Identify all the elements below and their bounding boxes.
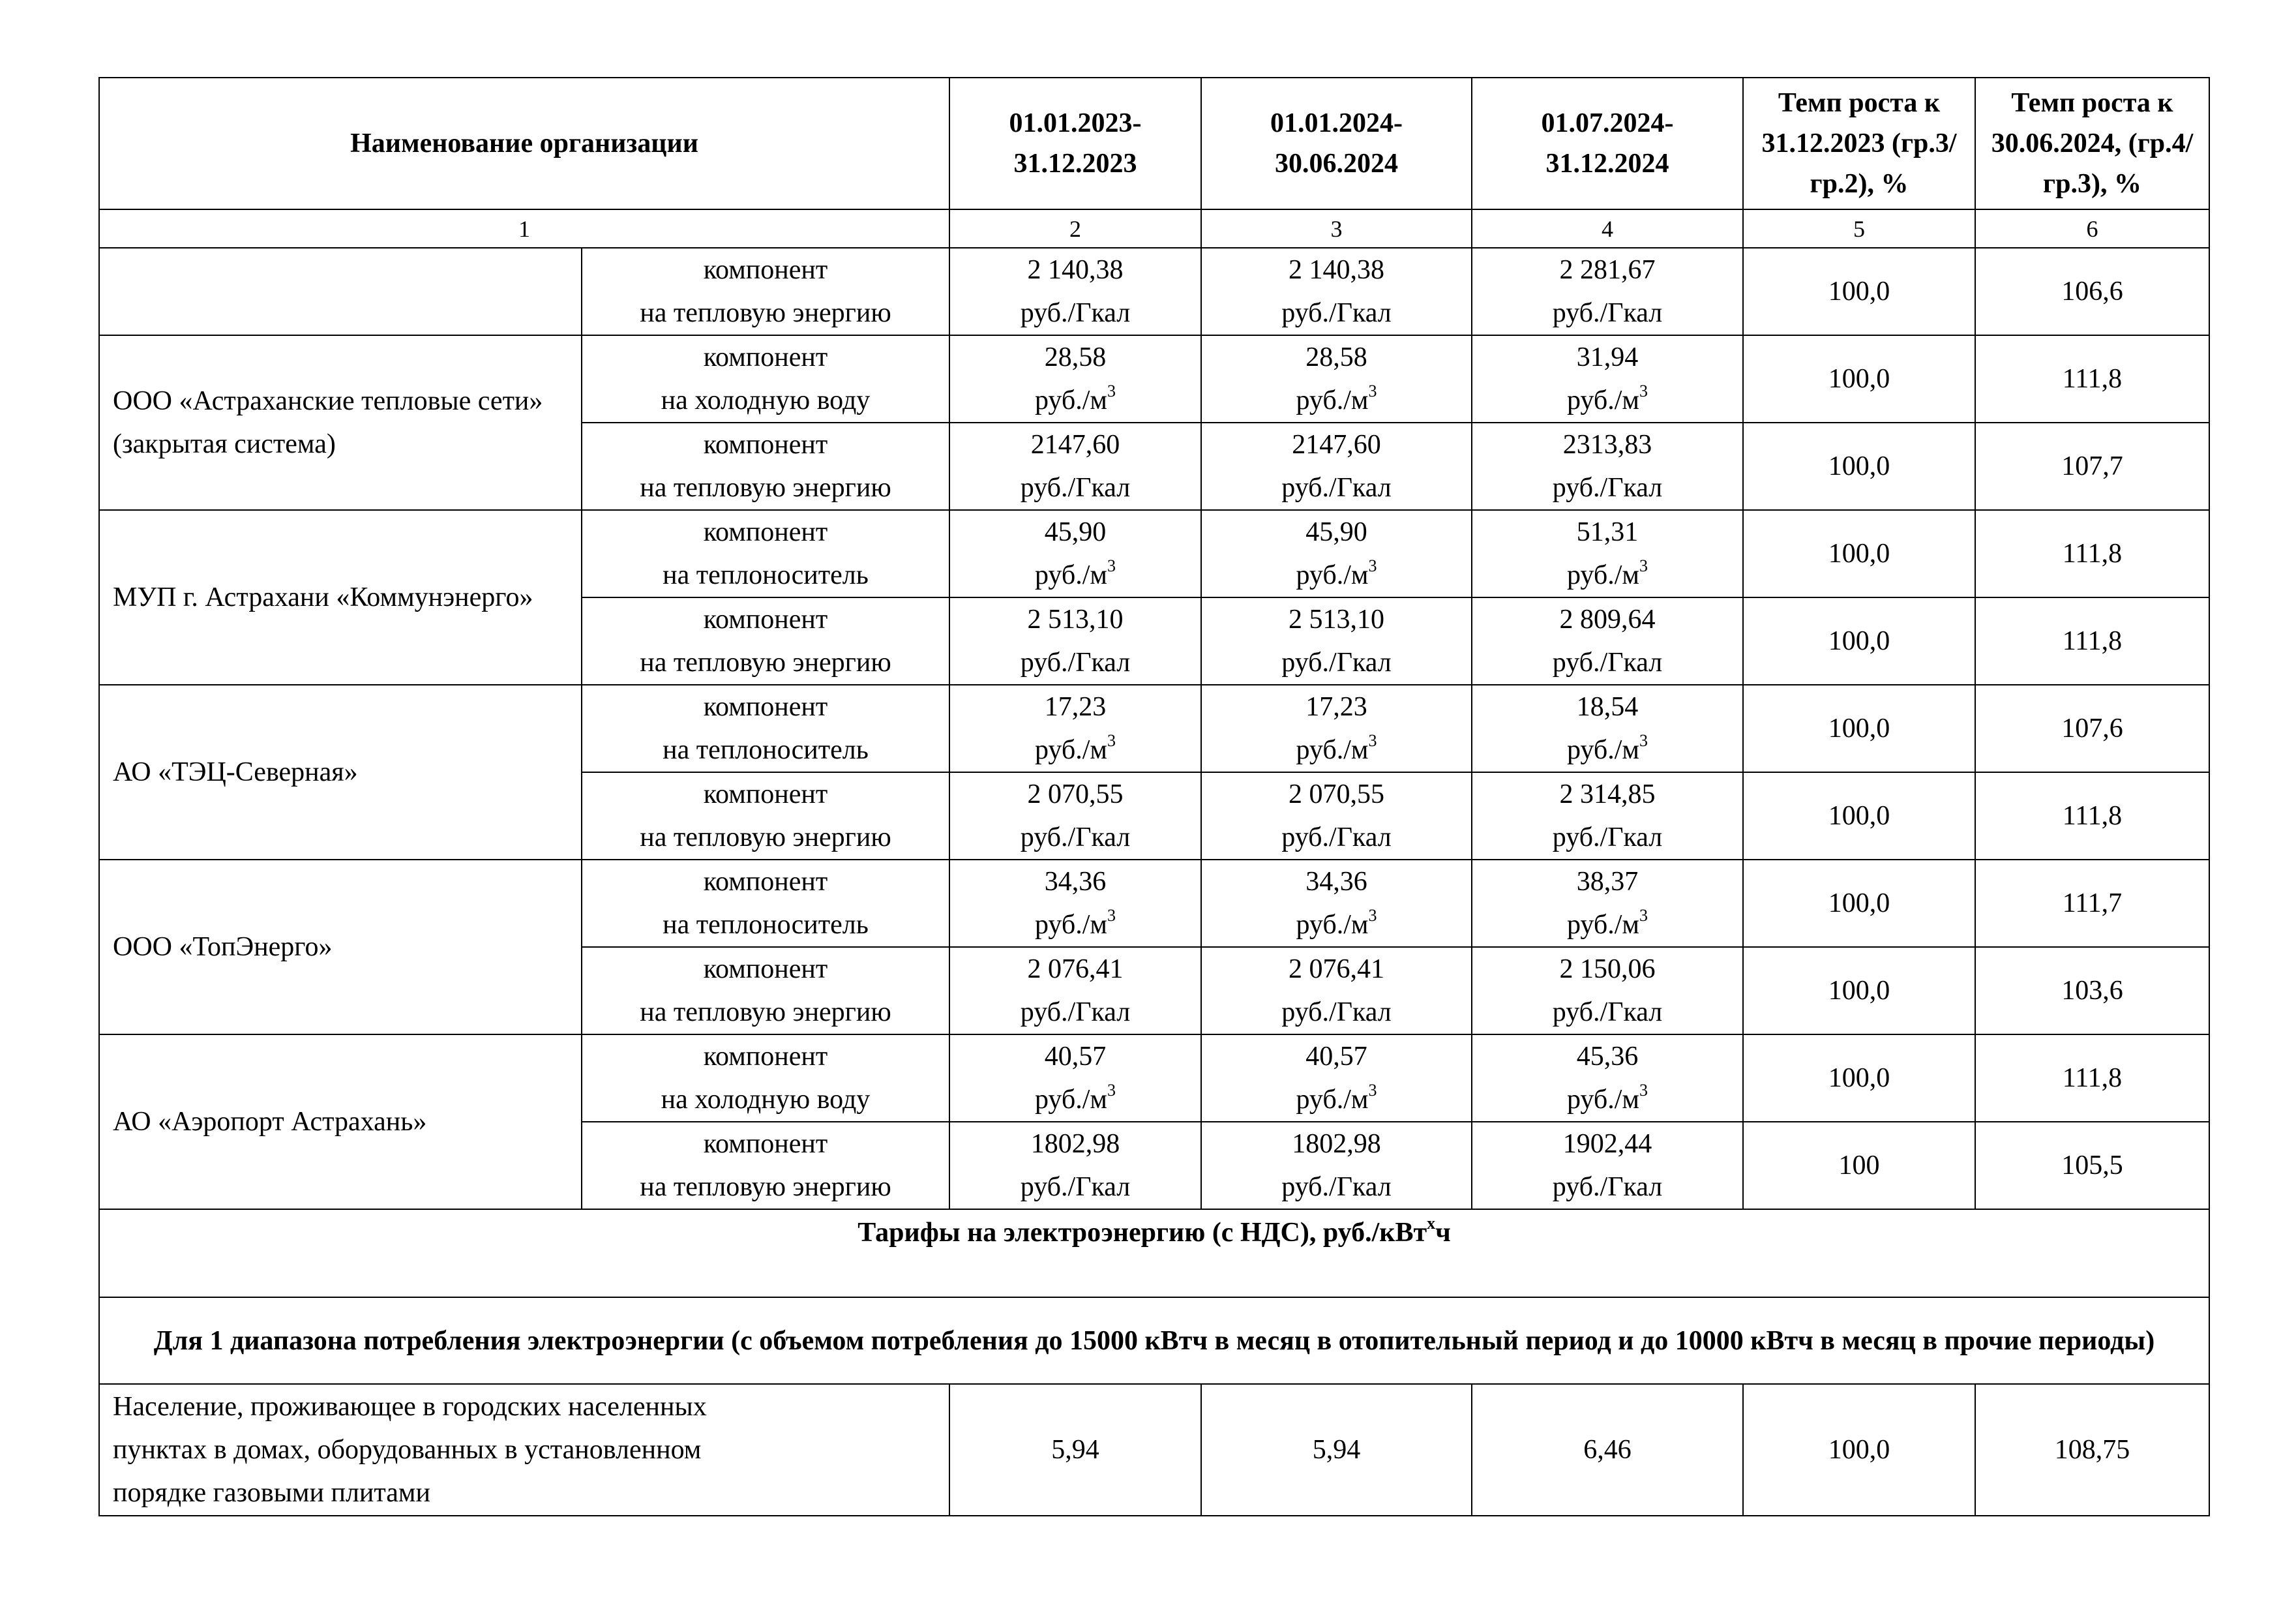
value: 2 076,41 xyxy=(1027,954,1124,984)
organization-name: ООО «Астраханские тепловые сети» (закрытая система) xyxy=(99,335,582,510)
tariff-row xyxy=(99,248,2209,335)
organization-name: ООО «ТопЭнерго» xyxy=(99,860,582,1034)
population-name-line: пунктах в домах, оборудованных в установленном xyxy=(113,1435,702,1465)
unit: руб./Гкал xyxy=(1281,1172,1392,1202)
value-2024-h2 xyxy=(1472,1034,1743,1122)
unit: $руб./м^3$ xyxy=(1566,1081,1648,1115)
unit: $руб./м^3$ xyxy=(1296,731,1377,765)
growth-2: 107,7 xyxy=(1975,423,2209,510)
value: 18,54 xyxy=(1576,692,1639,722)
component-line: компонент xyxy=(703,1129,828,1159)
growth-1: 100 xyxy=(1743,1122,1975,1209)
value-2024-h2 xyxy=(1472,248,1743,335)
value-2024-h1: 5,94 xyxy=(1201,1384,1472,1516)
unit: $руб./м^3$ xyxy=(1566,382,1648,415)
component-line: на холодную воду xyxy=(661,385,871,415)
value: 2 314,85 xyxy=(1559,779,1656,809)
component-name xyxy=(582,335,949,423)
value: 34,36 xyxy=(1305,867,1367,897)
unit: руб./Гкал xyxy=(1552,648,1663,678)
unit: руб./Гкал xyxy=(1552,822,1663,852)
column-numbers-row xyxy=(99,209,2209,248)
value: 2 076,41 xyxy=(1289,954,1384,984)
component-line: на тепловую энергию xyxy=(640,473,891,503)
unit-superscript: 3 xyxy=(1368,556,1377,575)
unit: $руб./м^3$ xyxy=(1034,731,1116,765)
unit: $руб./м^3$ xyxy=(1566,556,1648,590)
value: 1902,44 xyxy=(1562,1129,1652,1159)
component-line: на тепловую энергию xyxy=(640,997,891,1027)
value-2024-h1 xyxy=(1201,1122,1472,1209)
growth-2: 111,8 xyxy=(1975,335,2209,423)
value-2023 xyxy=(949,772,1201,860)
unit-superscript: 3 xyxy=(1639,1081,1648,1100)
unit: руб./Гкал xyxy=(1281,298,1392,328)
value: 2 140,38 xyxy=(1027,255,1124,285)
unit: $руб./м^3$ xyxy=(1034,1081,1116,1115)
tariff-row xyxy=(99,335,2209,423)
header-period-2023: 01.01.2023- 31.12.2023 xyxy=(949,78,1201,209)
component-name xyxy=(582,685,949,772)
growth-2: 111,7 xyxy=(1975,860,2209,947)
unit: руб./Гкал xyxy=(1552,473,1663,503)
section-electricity-title: Тарифы на электроэнергию (с НДС), руб./кВт$^х$ч xyxy=(99,1209,2209,1297)
value: 17,23 xyxy=(1044,692,1107,722)
value: 1802,98 xyxy=(1292,1129,1381,1159)
value: 2 070,55 xyxy=(1289,779,1384,809)
organization-name: АО «ТЭЦ-Северная» xyxy=(99,685,582,860)
unit: руб./Гкал xyxy=(1281,822,1392,852)
value-2024-h1 xyxy=(1201,947,1472,1034)
unit-superscript: 3 xyxy=(1639,382,1648,400)
value-2024-h1 xyxy=(1201,685,1472,772)
value-2024-h2 xyxy=(1472,772,1743,860)
value-2023 xyxy=(949,423,1201,510)
unit: $руб./м^3$ xyxy=(1296,382,1377,415)
component-name xyxy=(582,947,949,1034)
value-2024-h2 xyxy=(1472,597,1743,685)
value-2024-h1 xyxy=(1201,1034,1472,1122)
value-2024-h2: 6,46 xyxy=(1472,1384,1743,1516)
value-2023: 5,94 xyxy=(949,1384,1201,1516)
col-number: 2 xyxy=(949,209,1201,248)
component-line: компонент xyxy=(703,342,828,372)
unit: руб./Гкал xyxy=(1020,648,1131,678)
component-line: компонент xyxy=(703,954,828,984)
growth-1: 100,0 xyxy=(1743,1034,1975,1122)
tariff-row xyxy=(99,1034,2209,1122)
value: 40,57 xyxy=(1044,1042,1107,1072)
value-2024-h2 xyxy=(1472,685,1743,772)
growth-1: 100,0 xyxy=(1743,947,1975,1034)
component-name xyxy=(582,772,949,860)
value: 51,31 xyxy=(1576,517,1639,547)
population-name xyxy=(99,1384,949,1516)
value: 34,36 xyxy=(1044,867,1107,897)
section-range-title: Для 1 диапазона потребления электроэнергии (с объемом потребления до 15000 кВтч в месяц в отопительный период и до 10000 кВтч в месяц в прочие периоды) xyxy=(99,1297,2209,1384)
component-line: компонент xyxy=(703,692,828,722)
population-name-line: Население, проживающее в городских населенных xyxy=(113,1392,707,1422)
unit-superscript: 3 xyxy=(1639,731,1648,750)
value: 45,90 xyxy=(1044,517,1107,547)
component-line: компонент xyxy=(703,1042,828,1072)
growth-1: 100,0 xyxy=(1743,423,1975,510)
unit-superscript: 3 xyxy=(1107,906,1116,925)
unit: $руб./м^3$ xyxy=(1296,1081,1377,1115)
unit: руб./Гкал xyxy=(1020,997,1131,1027)
value: 38,37 xyxy=(1576,867,1639,897)
value-2024-h1 xyxy=(1201,510,1472,597)
growth-1: 100,0 xyxy=(1743,335,1975,423)
value-2024-h1 xyxy=(1201,335,1472,423)
growth-1: 100,0 xyxy=(1743,772,1975,860)
value: 28,58 xyxy=(1305,342,1367,372)
value: 2 150,06 xyxy=(1559,954,1656,984)
col-number: 1 xyxy=(99,209,949,248)
population-name-line: порядке газовыми плитами xyxy=(113,1478,430,1508)
growth-2: 106,6 xyxy=(1975,248,2209,335)
growth-1: 100,0 xyxy=(1743,248,1975,335)
unit: $руб./м^3$ xyxy=(1034,382,1116,415)
component-line: компонент xyxy=(703,517,828,547)
organization-name: АО «Аэропорт Астрахань» xyxy=(99,1034,582,1209)
component-line: компонент xyxy=(703,867,828,897)
growth-2: 111,8 xyxy=(1975,510,2209,597)
component-name xyxy=(582,510,949,597)
value-2024-h2 xyxy=(1472,1122,1743,1209)
component-line: на тепловую энергию xyxy=(640,822,891,852)
component-line: компонент xyxy=(703,605,828,635)
unit-superscript: 3 xyxy=(1368,1081,1377,1100)
col-number: 6 xyxy=(1975,209,2209,248)
header-period-2024-h2: 01.07.2024- 31.12.2024 xyxy=(1472,78,1743,209)
unit-superscript: 3 xyxy=(1368,906,1377,925)
value: 2 070,55 xyxy=(1027,779,1124,809)
component-line: на теплоноситель xyxy=(663,560,869,590)
component-line: на холодную воду xyxy=(661,1085,871,1115)
value: 1802,98 xyxy=(1030,1129,1120,1159)
component-name xyxy=(582,860,949,947)
header-growth-1: Темп роста к 31.12.2023 (гр.3/гр.2), % xyxy=(1743,78,1975,209)
growth-1: 100,0 xyxy=(1743,510,1975,597)
value: 40,57 xyxy=(1305,1042,1367,1072)
value-2023 xyxy=(949,1034,1201,1122)
growth-2: 111,8 xyxy=(1975,1034,2209,1122)
value-2024-h1 xyxy=(1201,423,1472,510)
value: 2 513,10 xyxy=(1289,605,1384,635)
component-name xyxy=(582,1034,949,1122)
value-2023 xyxy=(949,860,1201,947)
value-2023 xyxy=(949,1122,1201,1209)
unit: руб./Гкал xyxy=(1281,473,1392,503)
unit: $руб./м^3$ xyxy=(1566,906,1648,940)
header-growth-2: Темп роста к 30.06.2024, (гр.4/гр.3), % xyxy=(1975,78,2209,209)
growth-1: 100,0 xyxy=(1743,597,1975,685)
organization-name: МУП г. Астрахани «Коммунэнерго» xyxy=(99,510,582,685)
value: 2 513,10 xyxy=(1027,605,1124,635)
tariff-row xyxy=(99,860,2209,947)
component-line: на тепловую энергию xyxy=(640,648,891,678)
unit-superscript: 3 xyxy=(1639,906,1648,925)
header-period-2024-h1: 01.01.2024- 30.06.2024 xyxy=(1201,78,1472,209)
growth-1: 100,0 xyxy=(1743,860,1975,947)
unit: руб./Гкал xyxy=(1020,298,1131,328)
unit-superscript: 3 xyxy=(1107,382,1116,400)
value-2024-h2 xyxy=(1472,510,1743,597)
value: 17,23 xyxy=(1305,692,1367,722)
value-2024-h2 xyxy=(1472,423,1743,510)
unit-superscript: 3 xyxy=(1107,1081,1116,1100)
header-org-name: Наименование организации xyxy=(99,78,949,209)
section-range-row xyxy=(99,1297,2209,1384)
unit: руб./Гкал xyxy=(1552,1172,1663,1202)
value: 2 140,38 xyxy=(1289,255,1384,285)
value: 31,94 xyxy=(1576,342,1639,372)
value: 45,36 xyxy=(1576,1042,1639,1072)
title-superscript: х xyxy=(1427,1214,1436,1233)
unit-superscript: 3 xyxy=(1639,556,1648,575)
value-2023 xyxy=(949,597,1201,685)
col-number: 3 xyxy=(1201,209,1472,248)
unit-superscript: 3 xyxy=(1368,382,1377,400)
component-line: компонент xyxy=(703,255,828,285)
unit: руб./Гкал xyxy=(1281,997,1392,1027)
growth-2: 103,6 xyxy=(1975,947,2209,1034)
value-2023 xyxy=(949,335,1201,423)
unit: $руб./м^3$ xyxy=(1034,906,1116,940)
tariff-row xyxy=(99,685,2209,772)
value: 2 809,64 xyxy=(1559,605,1656,635)
value: 2313,83 xyxy=(1562,430,1652,460)
value-2024-h2 xyxy=(1472,947,1743,1034)
component-line: компонент xyxy=(703,430,828,460)
value-2023 xyxy=(949,510,1201,597)
growth-2: 105,5 xyxy=(1975,1122,2209,1209)
unit-superscript: 3 xyxy=(1107,556,1116,575)
component-line: на тепловую энергию xyxy=(640,298,891,328)
unit: руб./Гкал xyxy=(1552,997,1663,1027)
value: 2147,60 xyxy=(1030,430,1120,460)
component-line: компонент xyxy=(703,779,828,809)
tariff-table xyxy=(98,77,2210,1516)
unit: $руб./м^3$ xyxy=(1296,556,1377,590)
value: 2147,60 xyxy=(1292,430,1381,460)
growth-2: 107,6 xyxy=(1975,685,2209,772)
component-name xyxy=(582,248,949,335)
tariff-row xyxy=(99,510,2209,597)
unit-superscript: 3 xyxy=(1368,731,1377,750)
component-line: на теплоноситель xyxy=(663,910,869,940)
component-name xyxy=(582,1122,949,1209)
value: 28,58 xyxy=(1044,342,1107,372)
unit: $руб./м^3$ xyxy=(1296,906,1377,940)
growth-2: 111,8 xyxy=(1975,597,2209,685)
value-2023 xyxy=(949,947,1201,1034)
population-row xyxy=(99,1384,2209,1516)
value-2024-h1 xyxy=(1201,597,1472,685)
unit: $руб./м^3$ xyxy=(1566,731,1648,765)
unit: $руб./м^3$ xyxy=(1034,556,1116,590)
growth-2: 108,75 xyxy=(1975,1384,2209,1516)
organization-name xyxy=(99,248,582,335)
value-2024-h1 xyxy=(1201,772,1472,860)
value-2023 xyxy=(949,248,1201,335)
unit-superscript: 3 xyxy=(1107,731,1116,750)
component-name xyxy=(582,597,949,685)
unit: руб./Гкал xyxy=(1020,1172,1131,1202)
value: 2 281,67 xyxy=(1559,255,1656,285)
value-2023 xyxy=(949,685,1201,772)
value-2024-h1 xyxy=(1201,248,1472,335)
value-2024-h2 xyxy=(1472,335,1743,423)
header-row xyxy=(99,78,2209,209)
section-electricity-row xyxy=(99,1209,2209,1297)
value-2024-h2 xyxy=(1472,860,1743,947)
component-name xyxy=(582,423,949,510)
col-number: 4 xyxy=(1472,209,1743,248)
col-number: 5 xyxy=(1743,209,1975,248)
value-2024-h1 xyxy=(1201,860,1472,947)
component-line: на теплоноситель xyxy=(663,735,869,765)
unit: руб./Гкал xyxy=(1020,473,1131,503)
unit: руб./Гкал xyxy=(1552,298,1663,328)
growth-2: 111,8 xyxy=(1975,772,2209,860)
growth-1: 100,0 xyxy=(1743,685,1975,772)
unit: руб./Гкал xyxy=(1020,822,1131,852)
component-line: на тепловую энергию xyxy=(640,1172,891,1202)
unit: руб./Гкал xyxy=(1281,648,1392,678)
value: 45,90 xyxy=(1305,517,1367,547)
growth-1: 100,0 xyxy=(1743,1384,1975,1516)
